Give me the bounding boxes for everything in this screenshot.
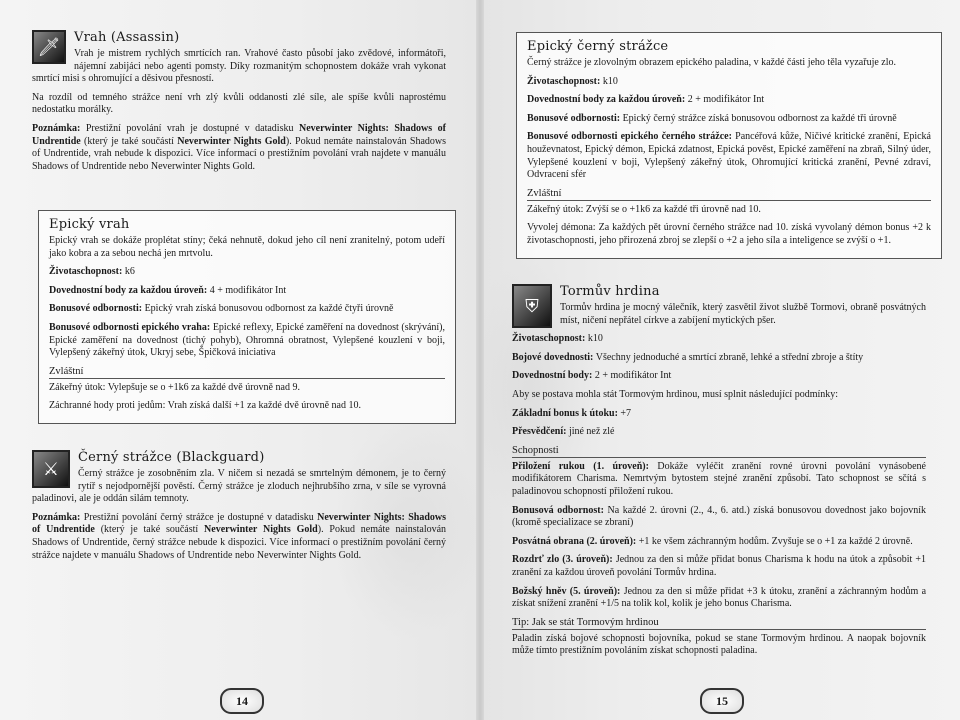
epic-blackguard-epic-feats: Bonusové odbornosti epického černého strážce: Pancéřová kůže, Ničivé kritické zranění, Epická houževnatost, Epický démon, Epická zdatnost, Epická pověst, Epické zaměření na zbraň, Silný úder, Vylepšené kouzlení v boji, Vylepšený zákeřný útok, Ohromující kritická zranění, Pevné zdraví, Odvracení sfér (527, 131, 931, 181)
epic-blackguard-skills: Dovednostní body za každou úroveň: 2 + modifikátor Int (527, 94, 765, 106)
epic-assassin-title: Epický vrah (49, 217, 130, 232)
page-number-right: 15 (700, 688, 744, 714)
champion-alignment: Přesvědčení: jiné než zlé (512, 426, 615, 438)
epic-assassin-hp: Životaschopnost: k6 (49, 266, 135, 278)
ability-divine-wrath: Božský hněv (5. úroveň): Jednou za den si může přidat +3 k útoku, zranění a záchranným hodům a získat snížení zranění +1/5 na tolik kol, kolik je jeho bonus Charisma. (512, 585, 927, 610)
epic-assassin-intro: Epický vrah se dokáže proplétat stíny; čeká nehnutě, dokud jeho cíl není zranitelný, potom udeří jako kobra a za sebou nechá jen mrtvolu. (49, 235, 445, 259)
shield-icon: ⛨ (512, 284, 552, 328)
epic-assassin-epic-feats: Bonusové odbornosti epického vraha: Epické reflexy, Epické zaměření na dovednost (skrývání), Epické zaměření na dovednost (tichý pohyb), Ohromná obratnost, Vylepšené kouzlení v boji, Vylepšený zákeřný útok, Ukryj sebe, Špičková iniciativa (49, 321, 446, 359)
assassin-intro: Vrah je mistrem rychlých smrtících ran. Vrahové často působí jako zvědové, informátoři, nájemní zabijáci nebo agenti pomsty. Díky rozmanitým schopnostem dokáže vrah vykonat smrtící misi s ohromující a děsivou přesností. (32, 48, 446, 85)
epic-blackguard-title: Epický černý strážce (527, 39, 669, 54)
epic-blackguard-special-1: Zákeřný útok: Zvýší se o +1k6 za každé tři úrovně nad 10. (527, 203, 761, 215)
tip-title: Tip: Jak se stát Tormovým hrdinou (512, 617, 926, 630)
champion-section (512, 284, 926, 664)
epic-blackguard-special-title: Zvláštní (527, 188, 931, 201)
champion-hp: Životaschopnost: k10 (512, 333, 603, 345)
sword-icon: ⚔ (32, 450, 70, 488)
epic-assassin-special-2: Záchranné hody proti jedům: Vrah získá další +1 za každé dvě úrovně nad 10. (49, 400, 361, 412)
assassin-morality: Na rozdíl od temného strážce není vrh zlý kvůli oddanosti zlé síle, ale spíše kvůli naprostému nedostatku morálky. (32, 91, 446, 116)
ability-bonus-feat: Bonusová odbornost: Na každé 2. úrovni (2., 4., 6. atd.) získá bonusovou dovednost jako bojovník (kromě specializace se zbraní) (512, 504, 927, 529)
champion-intro: Tormův hrdina je mocný válečník, který zasvětil život službě Tormovi, obraně posvátných míst, ničení nepřátel církve a zabíjení mytických pšer. (560, 302, 926, 326)
champion-bab: Základní bonus k útoku: +7 (512, 407, 632, 419)
epic-blackguard-box (516, 32, 942, 259)
assassin-note: Poznámka: Prestižní povolání vrah je dostupné v datadisku Neverwinter Nights: Shadows of Undrentide (který je také součástí Neverwinter Nights Gold). Pokud nemáte nainstalován Shadows of Undrentide, vrah nebude k dispozici. Více informací o prestižním povolání vrah najdete v manuálu Shadows of Undrentide nebo Neverwinter Nights Gold. (32, 122, 447, 172)
blackguard-title: Černý strážce (Blackguard) (78, 450, 265, 465)
blackguard-section (32, 450, 446, 568)
ability-sacred-defense: Posvátná obrana (2. úroveň): +1 ke všem záchranným hodům. Zvyšuje se o +1 za každé 2 úrovně. (512, 535, 913, 547)
champion-title: Tormův hrdina (560, 284, 660, 299)
champion-requirements-intro: Aby se postava mohla stát Tormovým hrdinou, musí splnit následující podmínky: (512, 388, 839, 400)
epic-blackguard-intro: Černý strážce je zlovolným obrazem epického paladina, v každé části jeho těla vyzařuje zlo. (527, 57, 897, 68)
book-gutter (476, 0, 484, 720)
tip-text: Paladin získá bojové schopnosti bojovníka, pokud se stane Tormovým hrdinou. A naopak bojovník může tímto prestižním povoláním získat schopnosti paladina. (512, 632, 926, 657)
blackguard-note: Poznámka: Prestižní povolání černý strážce je dostupné v datadisku Neverwinter Nights: Shadows of Undrentide (který je také součástí Neverwinter Nights Gold). Pokud nemáte nainstalován Shadows of Undrentide, černý strážce nebude k dispozici. Více informací o prestižním povolání černý strážce najdete v manuálu Shadows of Undrentide nebo Neverwinter Nights Gold. (32, 511, 447, 561)
epic-assassin-box (38, 210, 456, 424)
epic-blackguard-bonus: Bonusové odbornosti: Epický černý strážce získá bonusovou odbornost za každé tři úrovně (527, 112, 897, 124)
epic-blackguard-special-2: Vyvolej démona: Za každých pět úrovní černého strážce nad 10. získá vyvolaný démon bonus +2 k životaschopnosti, jeho přirozená zbroj se zlepší o +2 a jeho síla a inteligence se zvýší o +1. (527, 222, 931, 246)
blackguard-intro: Černý strážce je zosobněním zla. V ničem si nezadá se smrtelným démonem, je to černý rytíř s nejodpornější pověstí. Černý strážce je zloduch nejhrubšího zrna, v síle se vyrovná paladinovi, ale je oddán silám temnoty. (32, 468, 446, 505)
ability-smite-evil: Rozdrť zlo (3. úroveň): Jednou za den si může přidat bonus Charisma k hodu na útok a způsobit +1 zranění za každou úroveň povolání Tormův hrdina. (512, 554, 926, 578)
assassin-title: Vrah (Assassin) (74, 30, 180, 45)
epic-assassin-special-title: Zvláštní (49, 366, 445, 379)
epic-assassin-special-1: Zákeřný útok: Vylepšuje se o +1k6 za každé dvě úrovně nad 9. (49, 381, 300, 393)
champion-abilities-title: Schopnosti (512, 445, 926, 458)
dagger-icon: 🗡 (32, 30, 66, 64)
epic-assassin-bonus: Bonusové odbornosti: Epický vrah získá bonusovou odbornost za každé čtyři úrovně (49, 303, 394, 315)
champion-skills: Dovednostní body: 2 + modifikátor Int (512, 370, 672, 382)
ability-lay-on-hands: Přiložení rukou (1. úroveň): Dokáže vyléčit zranění rovné úrovni povolání vynásobené modifikátorem Charisma. Nemrtvým bytostem stejné zranění způsobí. Tato schopnost se sčítá s paladinovou schopností přiložení rukou. (512, 460, 926, 497)
page-number-left: 14 (220, 688, 264, 714)
right-page (480, 0, 960, 720)
epic-assassin-skills: Dovednostní body za každou úroveň: 4 + modifikátor Int (49, 284, 287, 296)
epic-blackguard-hp: Životaschopnost: k10 (527, 75, 618, 87)
champion-weapons: Bojové dovednosti: Všechny jednoduché a smrtící zbraně, lehké a střední zbroje a štíty (512, 351, 864, 363)
assassin-section (32, 30, 446, 179)
